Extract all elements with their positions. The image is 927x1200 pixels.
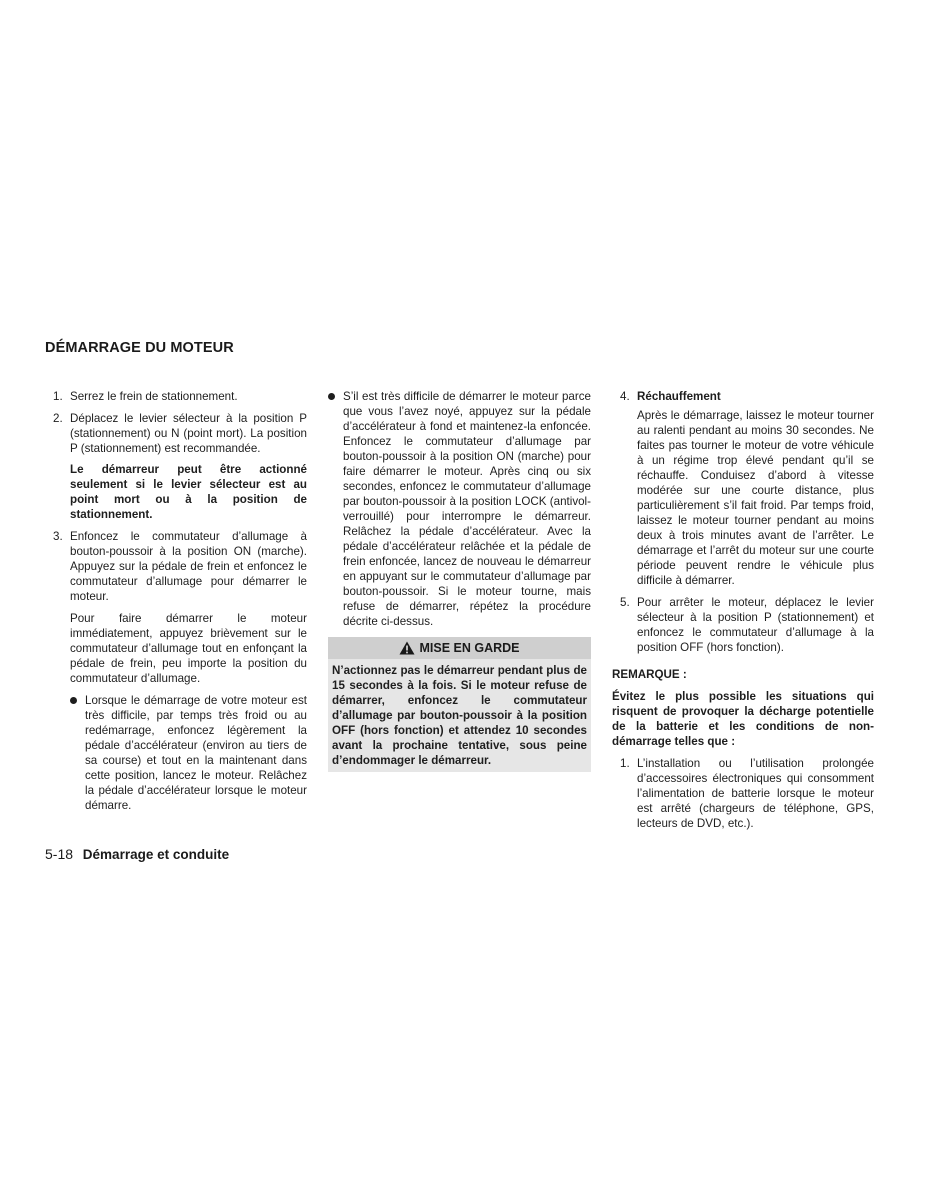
warning-text: N’actionnez pas le démarreur pendant plus de 15 secondes à la fois. Si le moteur refuse de démarrer, enfoncez le commutateur d’allumage par bouton-poussoir à la position OFF (hors fonction) et attendez 10 secondes avant la prochaine tentative, sous peine d’endommager le démarreur. [328,659,591,772]
bullet-item [303,389,591,629]
section-title: DÉMARRAGE DU MOTEUR [45,340,234,356]
bullet-text: Lorsque le démarrage de votre moteur est très difficile, par temps très froid ou au redémarrage, enfoncez légèrement la pédale d’accélérateur (environ au tiers de sa course) et tout en la maintenant dans cette position, lancez le moteur. Relâchez la pédale d’accélérateur lorsque le moteur démarre. [85,694,307,812]
list-number: 3. [53,530,63,543]
list-number: 5. [620,596,630,609]
list-item-title: Réchauffement [637,390,721,403]
list-item-text: L’installation ou l’utilisation prolongée d’accessoires électroniques qui consomment l’alimentation de batterie lorsque le moteur est arrêté (chargeurs de téléphone, GPS, lecteurs de DVD, etc.). [637,757,874,830]
footer-section-name: Démarrage et conduite [82,847,230,862]
paragraph: Après le démarrage, laissez le moteur tourner au ralenti pendant au moins 30 secondes. Ne faites pas tourner le moteur de votre véhicule à un régime trop élevé pendant qu’il se réchauffe. Conduisez d’abord à vitesse modérée sur une courte distance, plus particulièrement s’il fait froid. Par temps froid, laissez le moteur tourner pendant au moins deux à trois minutes avant de l’arrêter. Le démarrage et l’arrêt du moteur sur une courte période peuvent rendre le véhicule plus difficile à démarrer. [637,409,874,587]
list-item-text: Déplacez le levier sélecteur à la position P (stationnement) ou N (point mort). La position P (stationnement) est recommandée. [70,412,307,455]
list-number: 1. [53,390,63,403]
remark-title: REMARQUE : [612,668,687,681]
paragraph: Pour faire démarrer le moteur immédiatement, appuyez brièvement sur le commutateur d’allumage tout en enfonçant la pédale de frein, peu importe la position du commutateur d’allumage. [70,612,307,685]
warning-triangle-icon [399,641,415,655]
list-item [45,389,307,404]
note-bold: Le démarreur peut être actionné seulement si le levier sélecteur est au point mort ou à la position de stationnement. [70,463,307,521]
warning-box [328,637,591,772]
list-item [45,529,307,604]
column-left [45,389,307,813]
list-item-text: Enfoncez le commutateur d’allumage à bouton-poussoir à la position ON (marche). Appuyez sur la pédale de frein et enfoncez le commutateur d’allumage pour démarrer le moteur. [70,530,307,603]
bullet-text: S’il est très difficile de démarrer le moteur parce que vous l’avez noyé, appuyez sur la pédale d’accélérateur à fond et maintenez-la enfoncée. Enfoncez le commutateur d’allumage par bouton-poussoir à la position ON (marche) pour faire démarrer le moteur. Après cinq ou six secondes, enfoncez le commutateur d’allumage par bouton-poussoir à la position LOCK (antivol-verrouillé) pour interrompre le démarreur. Relâchez la pédale d’accélérateur. Avec la pédale d’accélérateur relâchée et la pédale de frein enfoncée, lancez de nouveau le démarreur en appuyant sur le commutateur d’allumage par bouton-poussoir. Si le moteur tourne, mais refuse de démarrer, répétez la procédure décrite ci-dessus. [343,390,591,628]
column-right [612,389,874,838]
list-number: 2. [53,412,63,425]
bullet-icon [70,697,77,704]
page-number: 5-18 [45,846,74,862]
list-item [612,389,874,404]
list-item [45,411,307,456]
remark-text: Évitez le plus possible les situations qui risquent de provoquer la décharge potentielle de la batterie et les conditions de non-démarrage telles que : [612,690,874,748]
warning-header [328,637,591,659]
bullet-item [45,693,307,813]
list-item [612,595,874,655]
list-item-text: Serrez le frein de stationnement. [70,390,238,403]
list-number: 4. [620,390,630,403]
list-item-text: Pour arrêter le moteur, déplacez le levier sélecteur à la position P (stationnement) et enfoncez le commutateur d’allumage à la position OFF (hors fonction). [637,596,874,654]
bullet-icon [328,393,335,400]
column-middle [328,389,591,772]
list-number: 1. [620,757,630,770]
warning-title: MISE EN GARDE [419,640,520,655]
page-footer [45,846,229,862]
list-item [612,756,874,831]
